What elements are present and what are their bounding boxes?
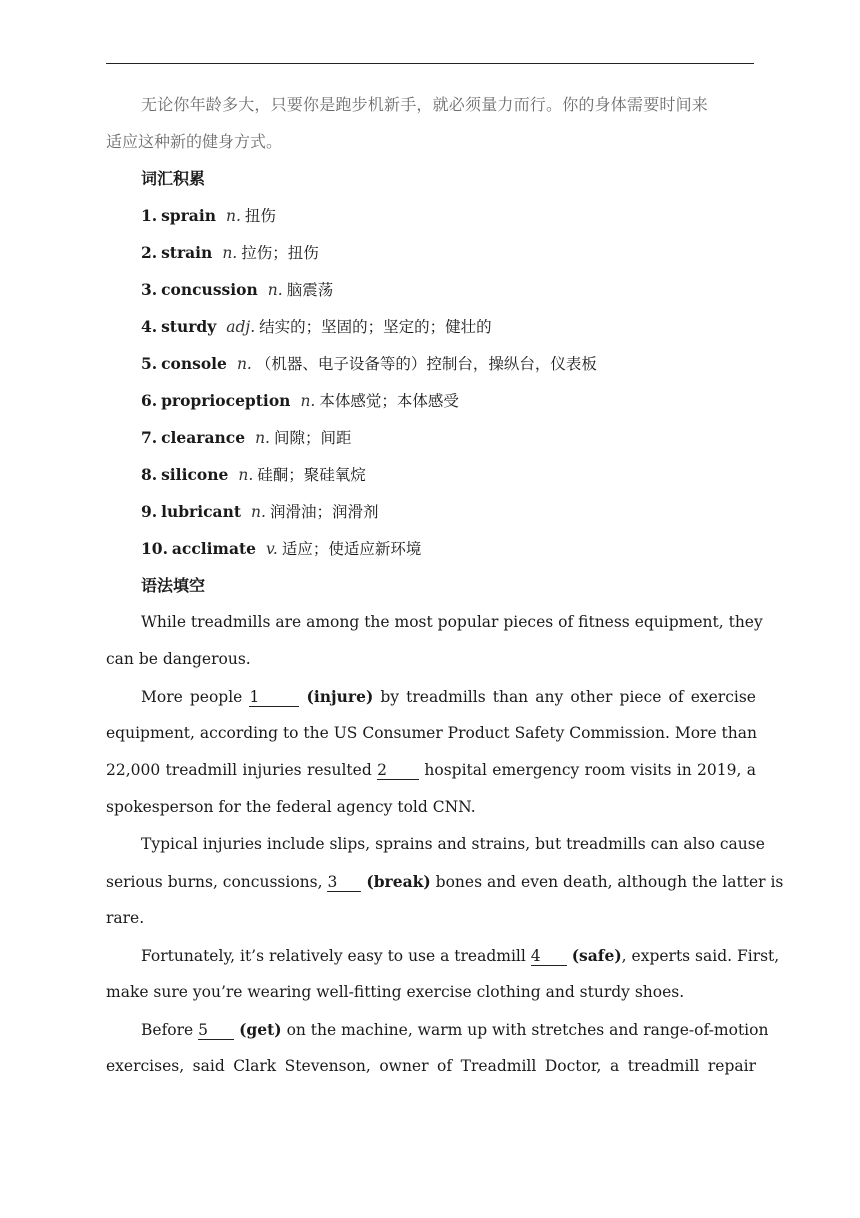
vocab-word: console xyxy=(161,354,227,373)
vocab-item xyxy=(106,382,756,419)
p1-line-2: can be dangerous. xyxy=(106,650,251,668)
p2-line-2: equipment, according to the US Consumer Product Safety Commission. More than xyxy=(106,724,757,742)
vocab-item xyxy=(106,419,756,456)
vocab-part-of-speech: n. xyxy=(255,429,270,447)
vocab-word: strain xyxy=(161,243,213,262)
blank-3: 3 xyxy=(327,873,361,892)
vocab-word: proprioception xyxy=(161,391,291,410)
p2-text-c: 22,000 treadmill injuries resulted xyxy=(106,761,372,779)
intro-line-2: 适应这种新的健身方式。 xyxy=(106,132,283,151)
vocab-part-of-speech: n. xyxy=(222,244,238,262)
intro-line-1: 无论你年龄多大，只要你是跑步机新手，就必须量力而行。你的身体需要时间来 xyxy=(141,95,709,114)
vocab-item xyxy=(106,456,756,493)
vocab-part-of-speech: adj. xyxy=(226,318,256,336)
vocab-number: 2. xyxy=(141,243,158,262)
vocab-meaning: 适应；使适应新环境 xyxy=(281,540,422,558)
p2-line-4: spokesperson for the federal agency told CNN. xyxy=(106,798,476,816)
vocab-list xyxy=(106,197,756,567)
hint-4: (safe) xyxy=(571,946,622,965)
vocab-word: silicone xyxy=(161,465,229,484)
p5-text-b: on the machine, warm up with stretches and range-of-motion xyxy=(286,1021,769,1039)
vocab-meaning: 间隙；间距 xyxy=(274,429,352,447)
vocab-part-of-speech: n. xyxy=(251,503,266,521)
vocab-item xyxy=(106,308,756,345)
p2-text-b: by treadmills than any other piece of exercise xyxy=(380,688,756,706)
hint-1: (injure) xyxy=(306,687,374,706)
p2-line-3 xyxy=(106,752,756,789)
vocab-meaning: 扭伤 xyxy=(244,207,276,225)
vocab-word: clearance xyxy=(161,428,246,447)
p2-line-1 xyxy=(106,678,756,715)
p4-line-1 xyxy=(106,937,780,974)
vocab-meaning: 硅酮；聚硅氧烷 xyxy=(257,466,366,484)
p3-line-3: rare. xyxy=(106,909,145,927)
vocab-meaning: 脑震荡 xyxy=(286,281,334,299)
grammar-heading: 语法填空 xyxy=(141,576,206,595)
vocab-part-of-speech: n. xyxy=(236,355,252,373)
vocab-number: 6. xyxy=(141,391,158,410)
hint-3: (break) xyxy=(366,872,431,891)
vocab-part-of-speech: n. xyxy=(267,281,283,299)
vocab-heading: 词汇积累 xyxy=(141,169,206,188)
p5-line-1 xyxy=(106,1011,769,1048)
blank-5: 5 xyxy=(198,1021,234,1040)
vocab-meaning: （机器、电子设备等的）控制台，操纵台，仪表板 xyxy=(255,355,597,373)
vocab-meaning: 本体感觉；本体感受 xyxy=(319,392,459,410)
vocab-meaning: 结实的；坚固的；坚定的；健壮的 xyxy=(259,318,492,336)
vocab-meaning: 拉伤；扭伤 xyxy=(241,244,319,262)
vocab-word: sturdy xyxy=(161,317,217,336)
p3-line-2 xyxy=(106,863,784,900)
vocab-part-of-speech: n. xyxy=(238,466,254,484)
vocab-number: 4. xyxy=(141,317,158,336)
hint-5: (get) xyxy=(239,1020,282,1039)
vocab-number: 9. xyxy=(141,502,158,521)
vocab-part-of-speech: n. xyxy=(226,207,241,225)
p3-line-1: Typical injuries include slips, sprains and strains, but treadmills can also cause xyxy=(141,835,765,853)
vocab-item xyxy=(106,271,756,308)
vocab-meaning: 润滑油；润滑剂 xyxy=(269,503,379,521)
p4-text-a: Fortunately, it’s relatively easy to use a treadmill xyxy=(141,947,526,965)
vocab-part-of-speech: v. xyxy=(266,540,278,558)
vocab-item xyxy=(106,197,756,234)
vocab-number: 8. xyxy=(141,465,158,484)
blank-1: 1 xyxy=(249,688,299,707)
p2-text-d: hospital emergency room visits in 2019, a xyxy=(424,761,756,779)
p4-text-b: , experts said. First, xyxy=(621,947,780,965)
p2-text-a: More people xyxy=(141,688,243,706)
vocab-number: 3. xyxy=(141,280,158,299)
header-rule xyxy=(106,63,754,64)
p5-line-2: exercises, said Clark Stevenson, owner of Treadmill Doctor, a treadmill repair xyxy=(106,1057,756,1075)
content xyxy=(106,86,784,1085)
p4-line-2: make sure you’re wearing well-fitting exercise clothing and sturdy shoes. xyxy=(106,983,685,1001)
vocab-number: 1. xyxy=(141,206,158,225)
blank-4: 4 xyxy=(531,947,567,966)
vocab-item xyxy=(106,493,756,530)
p3-text-b: bones and even death, although the latter is xyxy=(435,873,784,891)
vocab-word: concussion xyxy=(161,280,258,299)
vocab-word: acclimate xyxy=(171,539,257,558)
blank-2: 2 xyxy=(377,761,419,780)
vocab-number: 10. xyxy=(141,539,168,558)
vocab-item xyxy=(106,530,756,567)
p1-line-1: While treadmills are among the most popular pieces of fitness equipment, they xyxy=(141,613,763,631)
vocab-number: 5. xyxy=(141,354,158,373)
vocab-word: sprain xyxy=(161,206,216,225)
vocab-part-of-speech: n. xyxy=(300,392,316,410)
vocab-item xyxy=(106,234,756,271)
vocab-item xyxy=(106,345,756,382)
p3-text-a: serious burns, concussions, xyxy=(106,873,323,891)
vocab-number: 7. xyxy=(141,428,158,447)
p5-text-a: Before xyxy=(141,1021,194,1039)
vocab-word: lubricant xyxy=(161,502,242,521)
